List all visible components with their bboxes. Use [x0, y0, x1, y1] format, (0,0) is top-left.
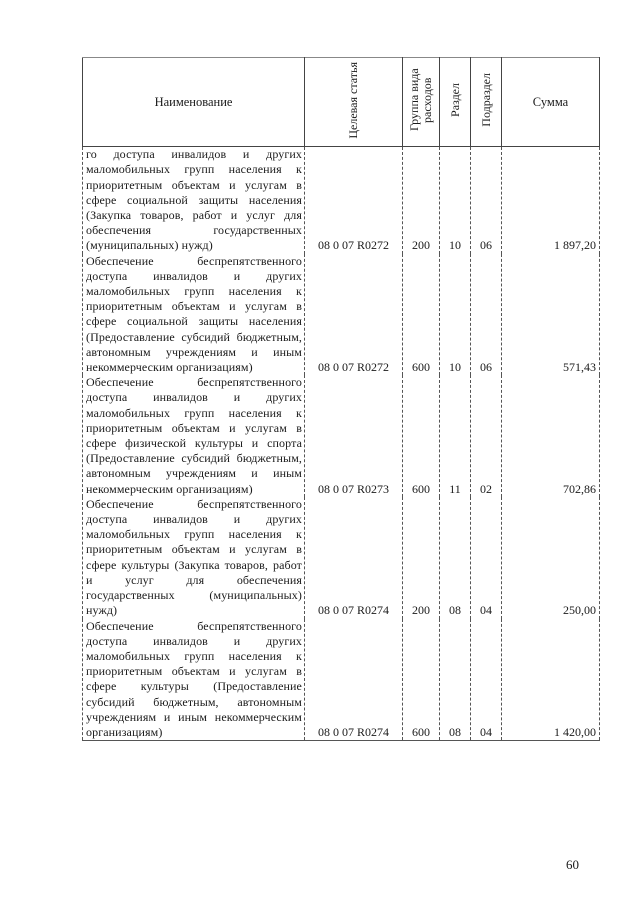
row-target: 08 0 07 R0273	[305, 375, 403, 497]
row-name: го доступа инвалидов и других маломобильных групп населения к приоритетным объектам и услугам в сфере социальной защиты населения (Закупка товаров, работ и услуг для обеспечения государственных (муниципальных) нужд)	[83, 147, 305, 254]
row-subsection: 04	[471, 619, 502, 741]
table-row	[83, 254, 600, 376]
row-expense-group: 200	[403, 147, 440, 254]
row-subsection: 02	[471, 375, 502, 497]
table-row	[83, 147, 600, 254]
row-subsection: 06	[471, 254, 502, 376]
row-sum: 1 420,00	[502, 619, 600, 741]
header-target-cell	[305, 58, 403, 147]
header-subsection-cell	[471, 58, 502, 147]
header-sum: Сумма	[502, 58, 600, 147]
row-expense-group: 600	[403, 619, 440, 741]
header-expense-group: Группа вида расходов	[407, 68, 434, 132]
table-row	[83, 497, 600, 619]
row-name: Обеспечение беспрепятственного доступа инвалидов и других маломобильных групп населения к приоритетным объектам и услугам в сфере культуры (Предоставление субсидий бюджетным, автономным учреждениям и иным некоммерческим организациям)	[83, 619, 305, 741]
row-target: 08 0 07 R0274	[305, 497, 403, 619]
row-subsection: 06	[471, 147, 502, 254]
header-target: Целевая статья	[346, 61, 360, 139]
table-row	[83, 619, 600, 741]
row-sum: 1 897,20	[502, 147, 600, 254]
row-expense-group: 200	[403, 497, 440, 619]
row-section: 10	[440, 147, 471, 254]
row-target: 08 0 07 R0274	[305, 619, 403, 741]
table-header-row	[83, 58, 600, 147]
row-sum: 702,86	[502, 375, 600, 497]
page-number: 60	[566, 857, 579, 872]
row-expense-group: 600	[403, 254, 440, 376]
row-section: 10	[440, 254, 471, 376]
row-section: 11	[440, 375, 471, 497]
row-subsection: 04	[471, 497, 502, 619]
header-section-cell	[440, 58, 471, 147]
header-name: Наименование	[83, 58, 305, 147]
row-section: 08	[440, 619, 471, 741]
header-expense-group-cell	[403, 58, 440, 147]
budget-table	[82, 57, 600, 741]
row-sum: 571,43	[502, 254, 600, 376]
row-section: 08	[440, 497, 471, 619]
header-section: Раздел	[447, 83, 462, 117]
row-expense-group: 600	[403, 375, 440, 497]
header-subsection: Подраздел	[478, 73, 493, 127]
row-target: 08 0 07 R0272	[305, 147, 403, 254]
row-name: Обеспечение беспрепятственного доступа инвалидов и других маломобильных групп населения к приоритетным объектам и услугам в сфере социальной защиты населения (Предоставление субсидий бюджетным, автономным учреждениям и иным некоммерческим организациям)	[83, 254, 305, 376]
row-sum: 250,00	[502, 497, 600, 619]
table-row	[83, 375, 600, 497]
row-name: Обеспечение беспрепятственного доступа инвалидов и других маломобильных групп населения к приоритетным объектам и услугам в сфере физической культуры и спорта (Предоставление субсидий бюджетным, автономным учреждениям и иным некоммерческим организациям)	[83, 375, 305, 497]
row-name: Обеспечение беспрепятственного доступа инвалидов и других маломобильных групп населения к приоритетным объектам и услугам в сфере культуры (Закупка товаров, работ и услуг для обеспечения государственных (муниципальных) нужд)	[83, 497, 305, 619]
row-target: 08 0 07 R0272	[305, 254, 403, 376]
